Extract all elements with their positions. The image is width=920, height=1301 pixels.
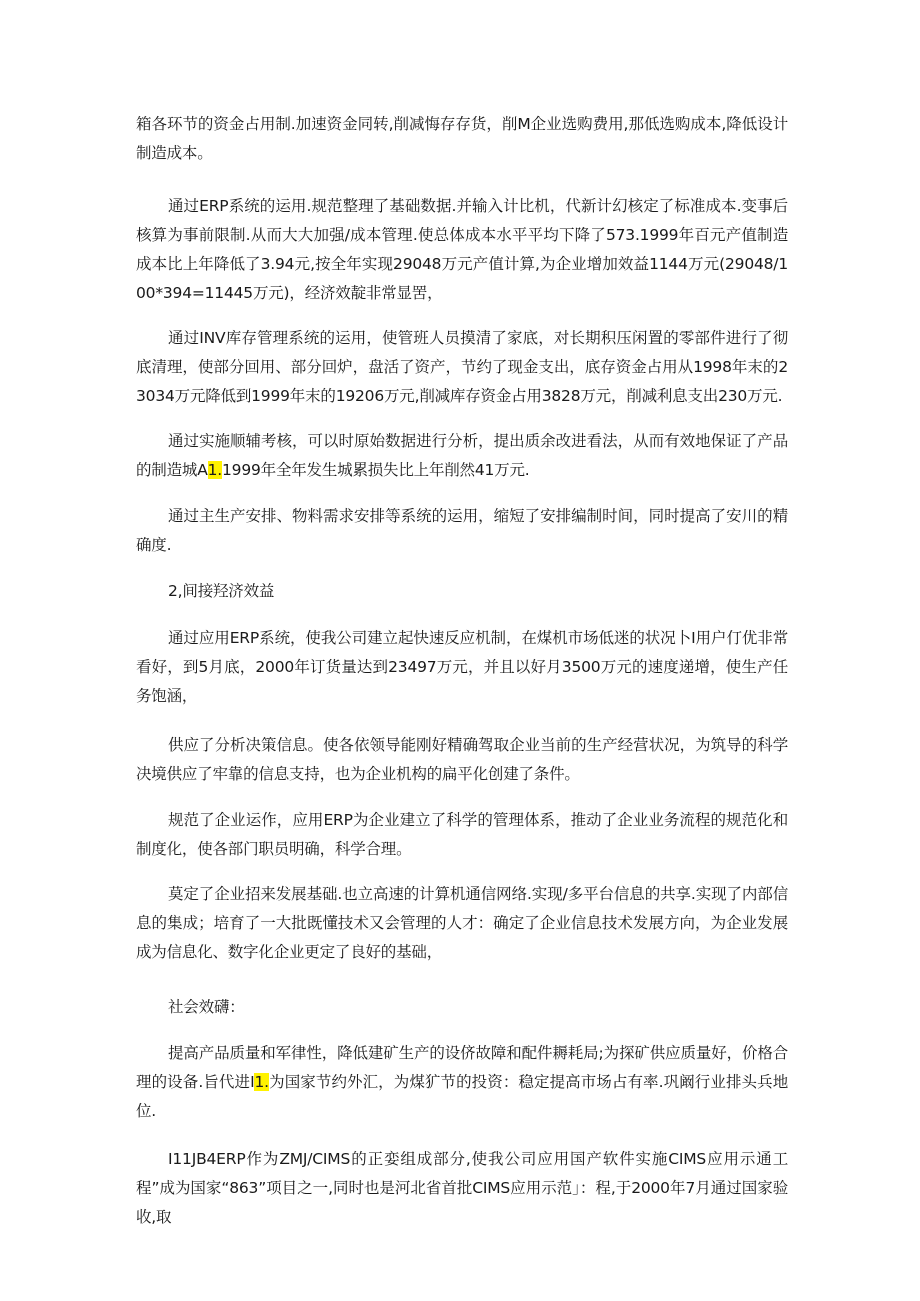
heading-text: 社会效礴： [168, 998, 245, 1016]
section-heading-indirect-benefits [136, 577, 788, 606]
paragraph-text: I11JB4ERP作为ZMJ/CIMS的正娈组成部分,使我公司应用国产软件实施CIMS应用示通工程”成为国家“863”项目之一,同时也是河北省首批CIMS应用示范」：程,于2000年7月通过国家验收,取 [136, 1150, 788, 1226]
paragraph-inv-inventory [136, 324, 788, 411]
section-heading-social-benefits [136, 993, 788, 1022]
paragraph-text: 规范了企业运作，应用ERP为企业建立了科学的管理体系，推动了企业业务流程的规范化和制度化，使各部门职员明确，科学合理。 [136, 811, 788, 858]
paragraph-text: 通过实施顺辅考核，可以时原始数据进行分析，提出质余改进看法，从而有效地保证了产品的制造城A [136, 432, 788, 479]
highlighted-text: 1. [254, 1073, 269, 1091]
paragraph-text: 箱各环节的资金占用制.加速资金同转,削减悔存存货，削M企业选购费用,那低选购成本,降低设计制造成本。 [136, 115, 788, 162]
highlighted-text: 1. [207, 461, 222, 479]
paragraph-decision-support [136, 731, 788, 789]
paragraph-text: 通过主生产安排、物料需求安排等系统的运用，缩短了安排编制时间，同时提高了安川的精确度. [136, 507, 788, 554]
paragraph-text: 供应了分析决策信息。使各依领导能刚好精确驾取企业当前的生产经营状况，为筑导的科学决境供应了牢靠的信息支持，也为企业机构的扁平化创建了条件。 [136, 736, 788, 783]
paragraph-cims-project [136, 1145, 788, 1232]
paragraph-quick-response [136, 624, 788, 711]
paragraph-erp-standard-cost [136, 192, 788, 308]
paragraph-text: 通过INV库存管理系统的运用，使管班人员摸清了家底，对长期积压闲置的零部件进行了彻底清理，使部分回用、部分回炉，盘活了资产，节约了现金支出，底存资金占用从1998年末的23034万元降低到1999年末的19206万元,削减库存资金占用3828万元，削减利息支出230万元. [136, 329, 788, 405]
paragraph-text: 莫定了企业招来发展基础.也立高速的计算机通信网络.实现/多平台信息的共享.实现了内部信息的集成；培育了一大批既懂技术又会管理的人才：确定了企业信息技术发展方向，为企业发展成为信息化、数字化企业更定了良好的基础， [136, 885, 788, 961]
paragraph-standardized-operation [136, 806, 788, 864]
paragraph-quality-assessment [136, 427, 788, 485]
paragraph-text: 通过ERP系统的运用.规范整理了基础数据.并输入计比机，代新计幻核定了标准成本.变事后核算为事前限制.从而大大加强/成本管理.使总体成本水平平均下降了573.1999年百元产值制造成本比上年降低了3.94元,按全年实现29048万元产值计算,为企业增加效益1144万元(29048/100*394=11445万元)，经济效靛非常显罟， [136, 197, 788, 302]
paragraph-text: 通过应用ERP系统，使我公司建立起快速反应机制，在煤机市场低迷的状况卜I用户仃优非常看好，到5月底，2000年订货量达到23497万元，并且以好月3500万元的速度递增，使生产任务饱涵， [136, 629, 788, 705]
heading-text: 2,间接羟济效益 [168, 582, 275, 600]
paragraph-text: 为国家节约外汇，为煤犷节的投资：稳定提高市场占有率.巩阚行业排头兵地位. [136, 1073, 788, 1120]
paragraph-text: 1999年全年发生城累损失比上年削然41万元. [222, 461, 530, 479]
paragraph-text: 提高产品质量和军律性，降低建矿生产的设侪故障和配件耨耗局;为探矿供应质量好，价格合理的设备.旨代进I [136, 1044, 788, 1091]
paragraph-product-quality [136, 1039, 788, 1126]
paragraph-production-planning [136, 502, 788, 560]
paragraph-cost-reduction [136, 110, 788, 168]
paragraph-development-foundation [136, 880, 788, 967]
